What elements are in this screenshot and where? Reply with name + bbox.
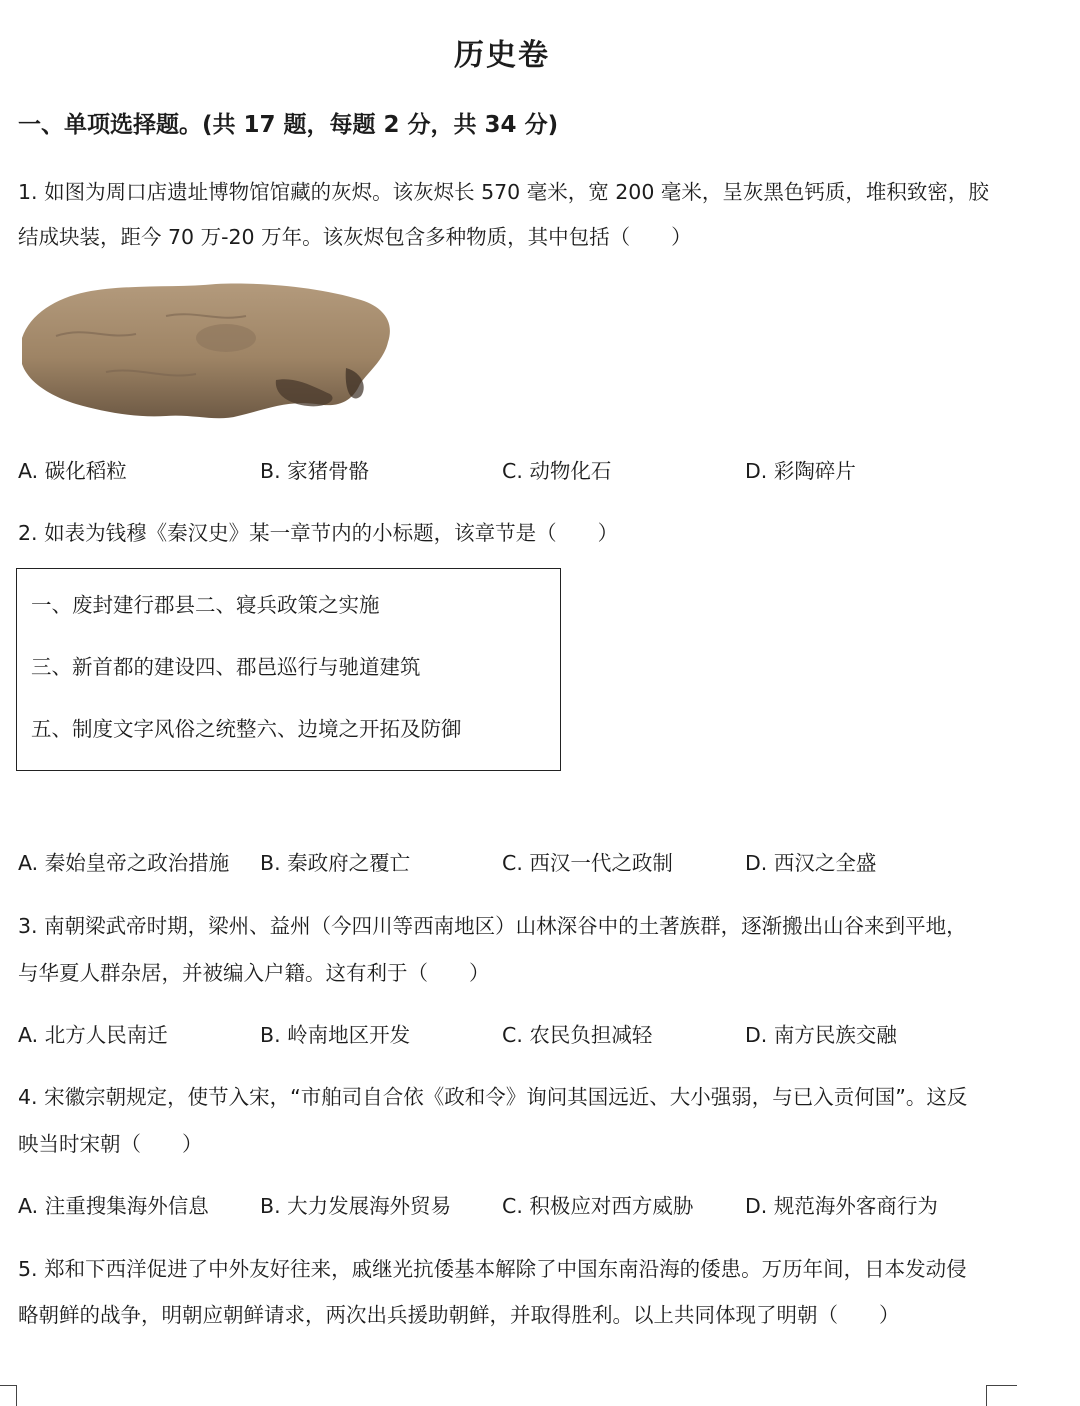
q4-stem-line2: 映当时宋朝（ ） (18, 1132, 203, 1156)
q2-option-d[interactable]: D. 西汉之全盛 (745, 851, 877, 875)
q2-option-b[interactable]: B. 秦政府之覆亡 (260, 851, 411, 875)
ash-artifact-image (16, 276, 396, 426)
crop-mark-right (986, 1385, 1017, 1406)
q4-stem-line1: 4. 宋徽宗朝规定，使节入宋，“市舶司自合依《政和令》询问其国远近、大小强弱，与已入贡何国”。这反 (18, 1085, 968, 1109)
q3-stem-line2: 与华夏人群杂居，并被编入户籍。这有利于（ ） (18, 961, 490, 985)
table-row: 三、新首都的建设四、郡邑巡行与驰道建筑 (31, 655, 421, 679)
q1-stem-line1: 1. 如图为周口店遗址博物馆馆藏的灰烬。该灰烬长 570 毫米，宽 200 毫米，呈灰黑色钙质，堆积致密，胶 (18, 180, 989, 204)
q2-stem-line1: 2. 如表为钱穆《秦汉史》某一章节内的小标题，该章节是（ ） (18, 521, 619, 545)
q4-option-a[interactable]: A. 注重搜集海外信息 (18, 1194, 209, 1218)
table-row: 五、制度文字风俗之统整六、边境之开拓及防御 (31, 717, 462, 741)
q4-option-b[interactable]: B. 大力发展海外贸易 (260, 1194, 452, 1218)
q1-option-c[interactable]: C. 动物化石 (502, 459, 612, 483)
table-row: 一、废封建行郡县二、寝兵政策之实施 (31, 593, 380, 617)
q3-option-b[interactable]: B. 岭南地区开发 (260, 1023, 411, 1047)
q2-option-a[interactable]: A. 秦始皇帝之政治措施 (18, 851, 230, 875)
page-title: 历史卷 (454, 38, 550, 73)
q3-option-d[interactable]: D. 南方民族交融 (745, 1023, 897, 1047)
q1-option-d[interactable]: D. 彩陶碎片 (745, 459, 856, 483)
q1-option-a[interactable]: A. 碳化稻粒 (18, 459, 127, 483)
q4-option-d[interactable]: D. 规范海外客商行为 (745, 1194, 938, 1218)
q1-option-b[interactable]: B. 家猪骨骼 (260, 459, 370, 483)
q3-option-a[interactable]: A. 北方人民南迁 (18, 1023, 168, 1047)
q4-option-c[interactable]: C. 积极应对西方威胁 (502, 1194, 694, 1218)
crop-mark-left (0, 1385, 17, 1406)
q5-stem-line2: 略朝鲜的战争，明朝应朝鲜请求，两次出兵援助朝鲜，并取得胜利。以上共同体现了明朝（ ） (18, 1303, 900, 1327)
section-heading: 一、单项选择题。(共 17 题，每题 2 分，共 34 分) (18, 112, 559, 138)
q1-stem-line2: 结成块装，距今 70 万-20 万年。该灰烬包含多种物质，其中包括（ ） (18, 225, 692, 249)
q2-option-c[interactable]: C. 西汉一代之政制 (502, 851, 673, 875)
chapter-subtitle-table (16, 568, 561, 771)
q3-stem-line1: 3. 南朝梁武帝时期，梁州、益州（今四川等西南地区）山林深谷中的土著族群，逐渐搬出山谷来到平地， (18, 914, 967, 938)
q5-stem-line1: 5. 郑和下西洋促进了中外友好往来，戚继光抗倭基本解除了中国东南沿海的倭患。万历年间，日本发动侵 (18, 1257, 967, 1281)
q3-option-c[interactable]: C. 农民负担减轻 (502, 1023, 653, 1047)
